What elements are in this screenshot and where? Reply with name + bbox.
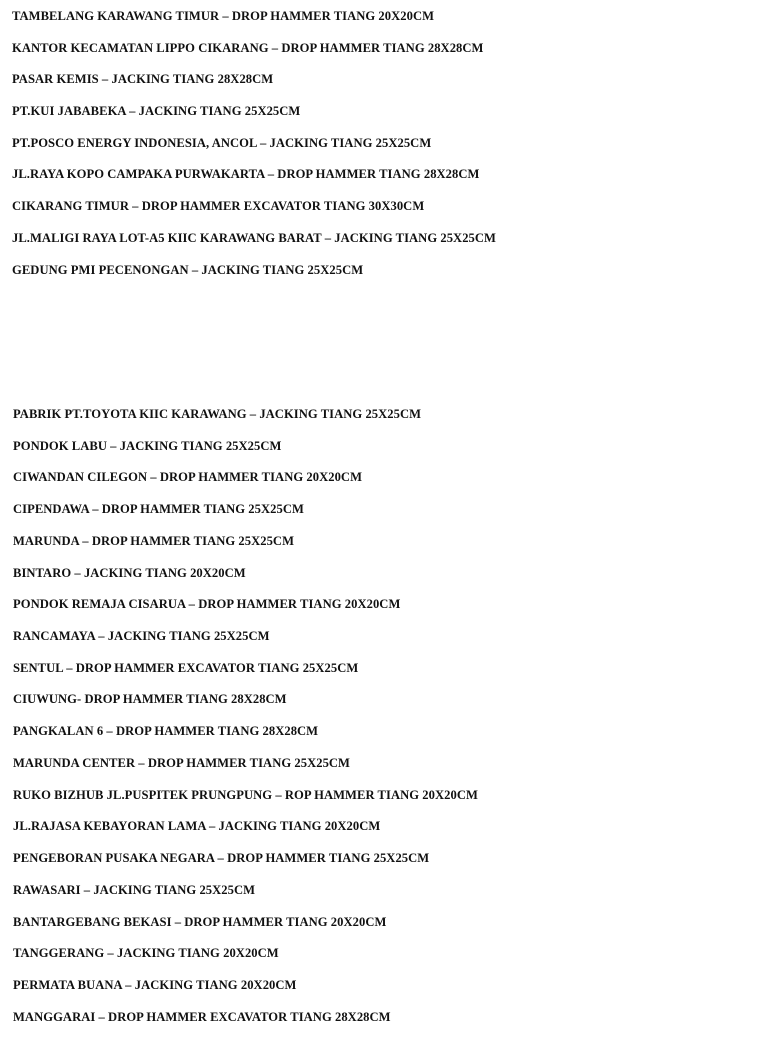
- project-entry: PANGKALAN 6 – DROP HAMMER TIANG 28X28CM: [13, 724, 319, 739]
- project-entry: PERMATA BUANA – JACKING TIANG 20X20CM: [13, 977, 297, 992]
- project-entry: JL.MALIGI RAYA LOT-A5 KIIC KARAWANG BARAT – JACKING TIANG 25X25CM: [12, 230, 496, 245]
- project-entry: TAMBELANG KARAWANG TIMUR – DROP HAMMER TIANG 20X20CM: [12, 9, 435, 23]
- project-entry: CIWANDAN CILEGON – DROP HAMMER TIANG 20X20CM: [13, 470, 362, 485]
- project-entry: BANTARGEBANG BEKASI – DROP HAMMER TIANG 20X20CM: [13, 914, 387, 929]
- project-entry: RUKO BIZHUB JL.PUSPITEK PRUNGPUNG – ROP HAMMER TIANG 20X20CM: [13, 787, 478, 802]
- project-entry: PASAR KEMIS – JACKING TIANG 28X28CM: [12, 72, 274, 87]
- project-entry: MARUNDA CENTER – DROP HAMMER TIANG 25X25CM: [13, 755, 350, 770]
- project-entry: RANCAMAYA – JACKING TIANG 25X25CM: [13, 629, 270, 644]
- project-list-first: [12, 7, 756, 292]
- project-entry: MARUNDA – DROP HAMMER TIANG 25X25CM: [13, 533, 295, 548]
- project-entry: PT.POSCO ENERGY INDONESIA, ANCOL – JACKING TIANG 25X25CM: [12, 135, 432, 150]
- project-entry: MANGGARAI – DROP HAMMER EXCAVATOR TIANG 28X28CM: [13, 1009, 391, 1024]
- project-entry: PENGEBORAN PUSAKA NEGARA – DROP HAMMER TIANG 25X25CM: [13, 851, 430, 866]
- project-list-second: [13, 405, 756, 1039]
- project-entry: PABRIK PT.TOYOTA KIIC KARAWANG – JACKING TIANG 25X25CM: [13, 407, 422, 421]
- project-entry: PT.KUI JABABEKA – JACKING TIANG 25X25CM: [12, 104, 301, 119]
- project-entry: CIUWUNG- DROP HAMMER TIANG 28X28CM: [13, 692, 287, 707]
- project-entry: BINTARO – JACKING TIANG 20X20CM: [13, 565, 246, 580]
- project-entry: TANGGERANG – JACKING TIANG 20X20CM: [13, 946, 279, 961]
- project-entry: SENTUL – DROP HAMMER EXCAVATOR TIANG 25X25CM: [13, 660, 359, 675]
- project-entry: CIPENDAWA – DROP HAMMER TIANG 25X25CM: [13, 502, 304, 517]
- project-entry: RAWASARI – JACKING TIANG 25X25CM: [13, 882, 256, 897]
- project-entry: KANTOR KECAMATAN LIPPO CIKARANG – DROP HAMMER TIANG 28X28CM: [12, 40, 484, 55]
- project-entry: GEDUNG PMI PECENONGAN – JACKING TIANG 25X25CM: [12, 262, 364, 277]
- project-entry: JL.RAYA KOPO CAMPAKA PURWAKARTA – DROP HAMMER TIANG 28X28CM: [12, 167, 480, 182]
- project-entry: JL.RAJASA KEBAYORAN LAMA – JACKING TIANG 20X20CM: [13, 819, 381, 834]
- project-entry: PONDOK LABU – JACKING TIANG 25X25CM: [13, 438, 282, 453]
- project-entry: PONDOK REMAJA CISARUA – DROP HAMMER TIANG 20X20CM: [13, 597, 401, 612]
- project-entry: CIKARANG TIMUR – DROP HAMMER EXCAVATOR TIANG 30X30CM: [12, 199, 425, 214]
